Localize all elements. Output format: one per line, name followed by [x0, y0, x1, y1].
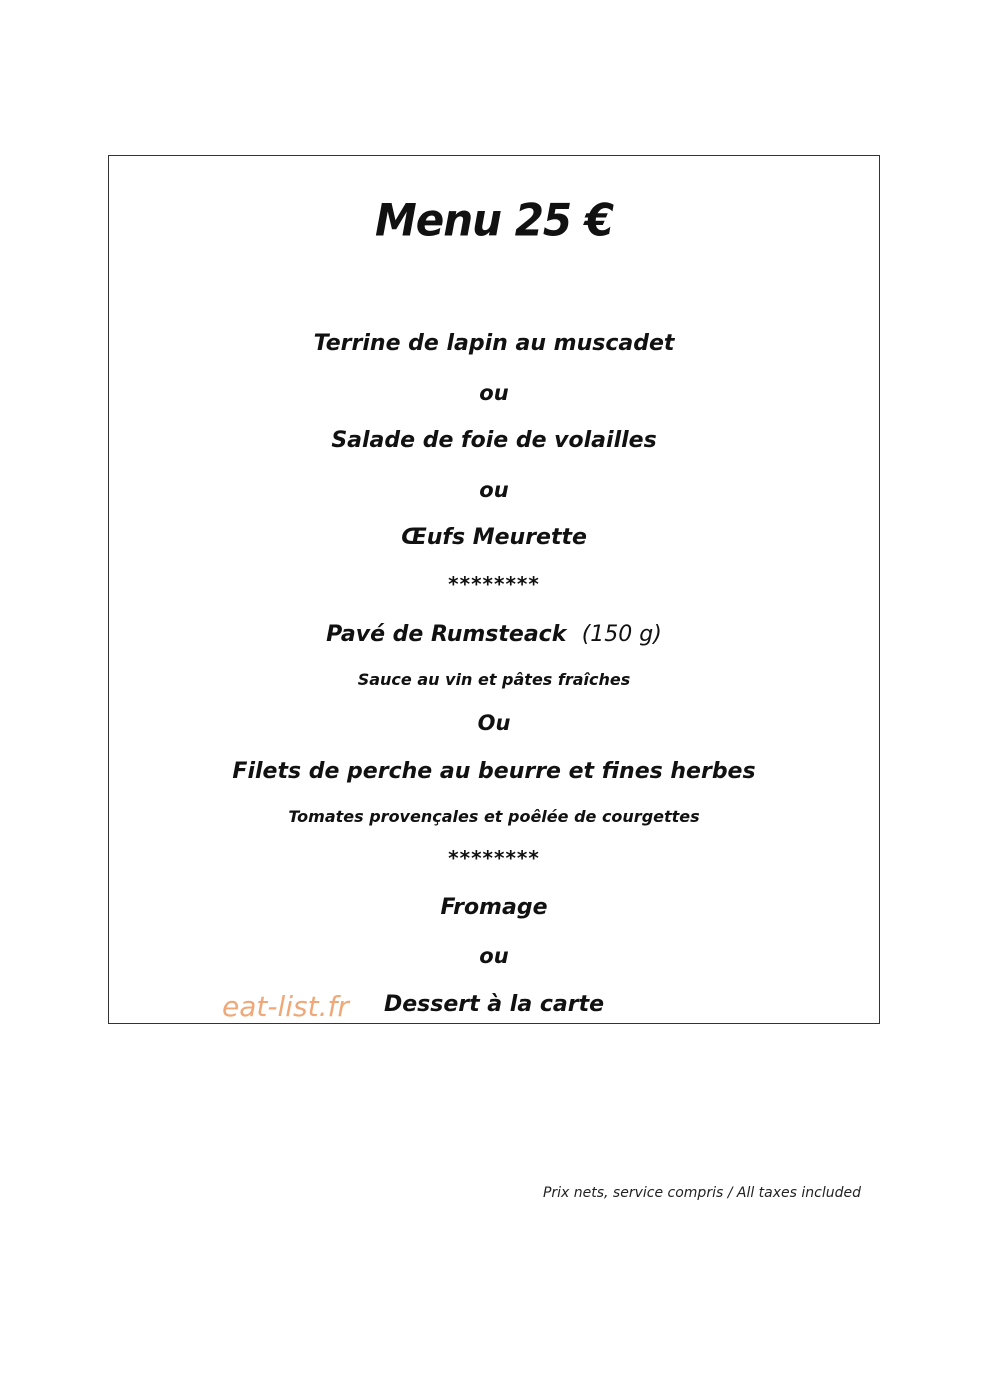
- main-pave-name: Pavé de Rumsteack: [326, 622, 567, 647]
- menu-title: Menu 25 €: [375, 194, 613, 247]
- menu-box: [108, 155, 880, 1024]
- starter-terrine: Terrine de lapin au muscadet: [313, 331, 675, 356]
- or-separator-4: ou: [479, 944, 509, 968]
- starter-salade: Salade de foie de volailles: [331, 428, 657, 453]
- or-separator-3: Ou: [477, 711, 511, 735]
- or-separator-1: ou: [479, 381, 509, 405]
- course-separator-1: ********: [448, 572, 540, 596]
- main-pave-description: Sauce au vin et pâtes fraîches: [357, 670, 631, 689]
- main-filets-description: Tomates provençales et poêlée de courgettes: [288, 807, 700, 826]
- dessert-carte: Dessert à la carte: [383, 992, 605, 1017]
- main-pave: [109, 622, 879, 647]
- watermark: eat-list.fr: [222, 990, 349, 1023]
- starter-oeufs: Œufs Meurette: [401, 525, 587, 550]
- main-pave-weight: (150 g): [581, 622, 662, 647]
- main-filets: Filets de perche au beurre et fines herbes: [232, 759, 756, 784]
- course-separator-2: ********: [448, 846, 540, 870]
- footer-note: Prix nets, service compris / All taxes included: [542, 1185, 861, 1201]
- dessert-fromage: Fromage: [440, 895, 548, 920]
- or-separator-2: ou: [479, 478, 509, 502]
